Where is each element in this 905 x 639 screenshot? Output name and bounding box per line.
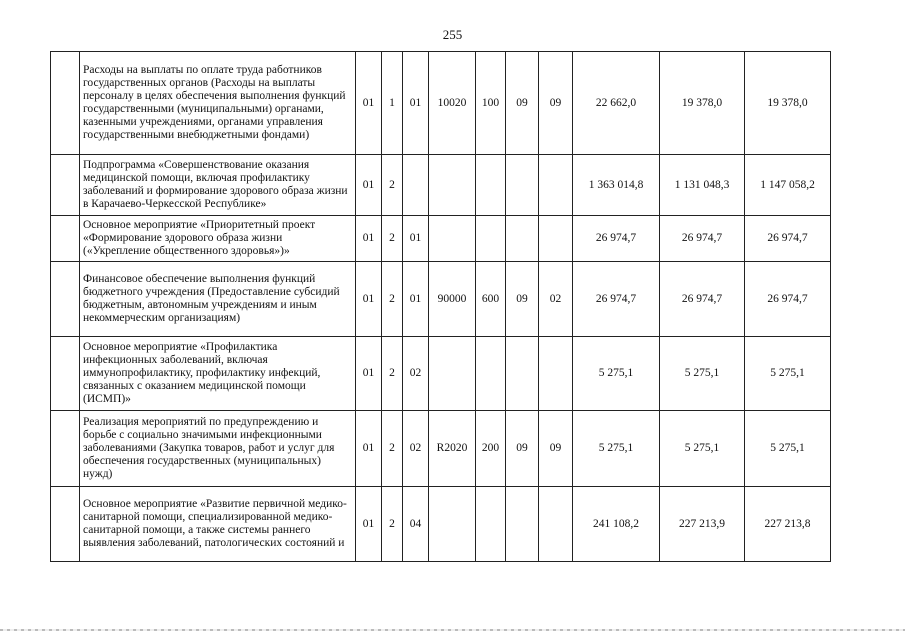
code-cell: 01	[356, 262, 382, 337]
row-description: Основное мероприятие «Профилактика инфекционных заболеваний, включая иммунопрофилактику, профилактику инфекций, связанных с оказанием медицинской помощи (ИСМП)»	[80, 337, 356, 411]
amount-cell: 1 147 058,2	[745, 155, 831, 216]
amount-cell: 5 275,1	[573, 337, 660, 411]
code-cell: 01	[356, 52, 382, 155]
row-description: Расходы на выплаты по оплате труда работников государственных органов (Расходы на выплаты персоналу в целях обеспечения выполнения функций государственными (муниципальными) органами, казенными учреждениями, органами управления государственными внебюджетными фондами)	[80, 52, 356, 155]
code-cell: 2	[382, 337, 403, 411]
amount-cell: 227 213,8	[745, 487, 831, 562]
row-description: Финансовое обеспечение выполнения функций бюджетного учреждения (Предоставление субсидий бюджетным, автономным учреждениям и иным некоммерческим организациям)	[80, 262, 356, 337]
row-description: Подпрограмма «Совершенствование оказания медицинской помощи, включая профилактику заболеваний и формирование здорового образа жизни в Карачаево-Черкесской Республике»	[80, 155, 356, 216]
code-cell	[403, 155, 429, 216]
amount-cell: 26 974,7	[745, 262, 831, 337]
amount-cell: 22 662,0	[573, 52, 660, 155]
empty-cell	[51, 487, 80, 562]
code-cell	[506, 337, 539, 411]
amount-cell: 26 974,7	[573, 262, 660, 337]
table-row	[51, 411, 831, 487]
amount-cell: 1 363 014,8	[573, 155, 660, 216]
amount-cell: 26 974,7	[573, 216, 660, 262]
code-cell: 01	[356, 411, 382, 487]
amount-cell: 227 213,9	[660, 487, 745, 562]
amount-cell: 5 275,1	[745, 337, 831, 411]
code-cell	[506, 216, 539, 262]
row-description: Основное мероприятие «Приоритетный проект «Формирование здорового образа жизни («Укрепление общественного здоровья»)»	[80, 216, 356, 262]
code-cell: 09	[506, 262, 539, 337]
code-cell: 2	[382, 216, 403, 262]
page-number: 255	[442, 27, 463, 42]
code-cell: 09	[506, 52, 539, 155]
code-cell: 10020	[429, 52, 476, 155]
code-cell: 09	[539, 411, 573, 487]
code-cell	[476, 337, 506, 411]
code-cell: 2	[382, 262, 403, 337]
amount-cell: 241 108,2	[573, 487, 660, 562]
code-cell: 100	[476, 52, 506, 155]
empty-cell	[51, 155, 80, 216]
empty-cell	[51, 52, 80, 155]
code-cell: 01	[356, 487, 382, 562]
table-row	[51, 487, 831, 562]
code-cell: 01	[356, 337, 382, 411]
table-row	[51, 155, 831, 216]
code-cell: 04	[403, 487, 429, 562]
amount-cell: 26 974,7	[660, 262, 745, 337]
code-cell	[429, 487, 476, 562]
code-cell: 600	[476, 262, 506, 337]
amount-cell: 1 131 048,3	[660, 155, 745, 216]
code-cell	[539, 487, 573, 562]
budget-table	[50, 51, 831, 562]
code-cell	[506, 487, 539, 562]
code-cell: 2	[382, 487, 403, 562]
row-description: Реализация мероприятий по предупреждению и борьбе с социально значимыми инфекционными заболеваниями (Закупка товаров, работ и услуг для обеспечения государственных (муниципальных) нужд)	[80, 411, 356, 487]
table-row	[51, 262, 831, 337]
row-description: Основное мероприятие «Развитие первичной медико-санитарной помощи, специализированной медико-санитарной помощи, а также системы раннего выявления заболеваний, патологических состояний и	[80, 487, 356, 562]
code-cell	[429, 155, 476, 216]
empty-cell	[51, 216, 80, 262]
amount-cell: 19 378,0	[660, 52, 745, 155]
code-cell	[539, 216, 573, 262]
code-cell: 90000	[429, 262, 476, 337]
amount-cell: 5 275,1	[573, 411, 660, 487]
table-row	[51, 337, 831, 411]
code-cell: 09	[539, 52, 573, 155]
code-cell	[429, 216, 476, 262]
code-cell: 200	[476, 411, 506, 487]
code-cell: 01	[403, 52, 429, 155]
code-cell	[506, 155, 539, 216]
amount-cell: 26 974,7	[745, 216, 831, 262]
amount-cell: 5 275,1	[745, 411, 831, 487]
empty-cell	[51, 411, 80, 487]
empty-cell	[51, 262, 80, 337]
code-cell	[539, 337, 573, 411]
code-cell: 2	[382, 411, 403, 487]
code-cell: 1	[382, 52, 403, 155]
code-cell: 01	[403, 262, 429, 337]
code-cell: 02	[539, 262, 573, 337]
code-cell	[429, 337, 476, 411]
code-cell: 01	[356, 216, 382, 262]
code-cell: R2020	[429, 411, 476, 487]
code-cell: 09	[506, 411, 539, 487]
empty-cell	[51, 337, 80, 411]
code-cell	[539, 155, 573, 216]
amount-cell: 5 275,1	[660, 411, 745, 487]
code-cell: 02	[403, 411, 429, 487]
code-cell	[476, 216, 506, 262]
scan-edge-line	[0, 629, 905, 631]
table-row	[51, 216, 831, 262]
code-cell	[476, 155, 506, 216]
code-cell: 01	[403, 216, 429, 262]
table-row	[51, 52, 831, 155]
code-cell	[476, 487, 506, 562]
code-cell: 01	[356, 155, 382, 216]
amount-cell: 26 974,7	[660, 216, 745, 262]
amount-cell: 19 378,0	[745, 52, 831, 155]
code-cell: 2	[382, 155, 403, 216]
amount-cell: 5 275,1	[660, 337, 745, 411]
code-cell: 02	[403, 337, 429, 411]
